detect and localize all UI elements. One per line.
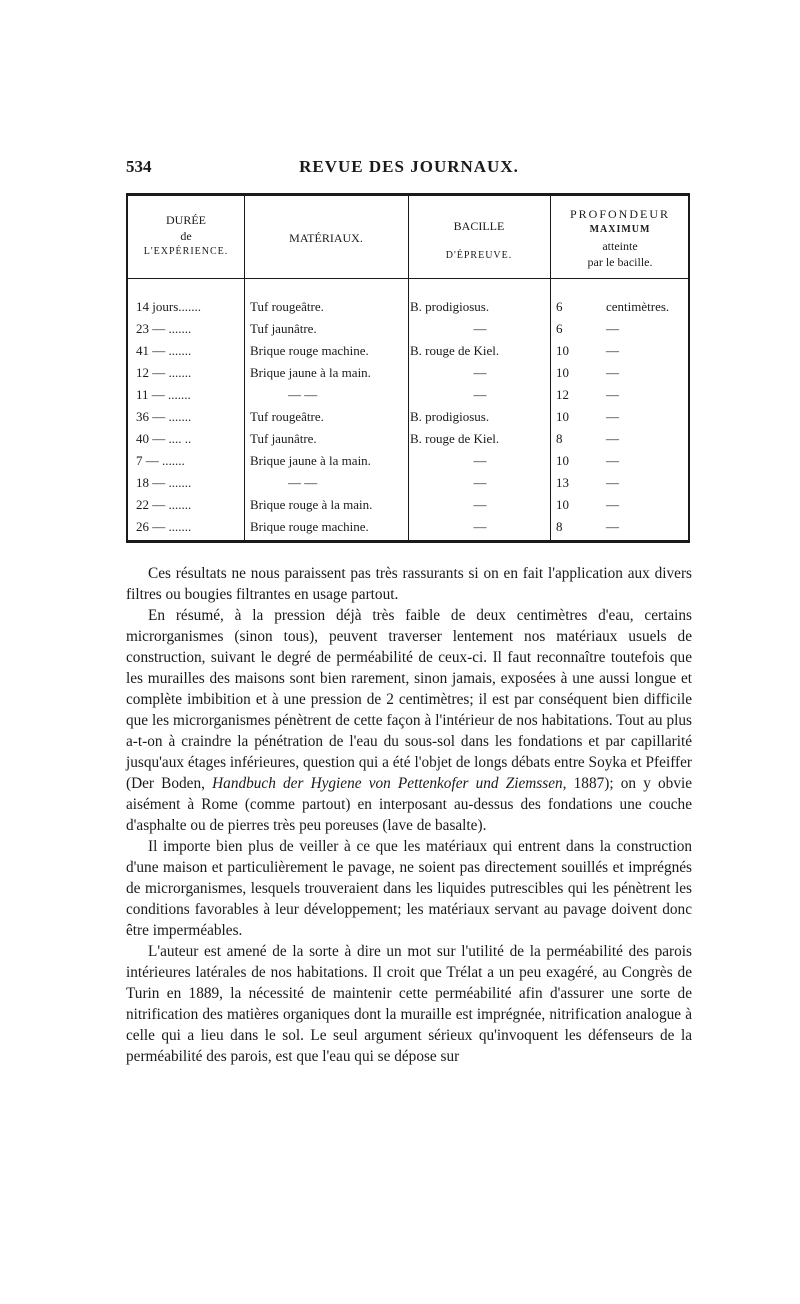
cell-materiaux: Brique jaune à la main. bbox=[250, 453, 371, 468]
cell-profondeur-value: 8 bbox=[556, 519, 563, 534]
cell-bacille: — bbox=[473, 321, 487, 336]
header-bacille-line1: BACILLE bbox=[453, 219, 505, 233]
cell-duree: 26 — ....... bbox=[136, 519, 192, 534]
table-row bbox=[128, 318, 688, 340]
header-duree-line2: de bbox=[180, 229, 192, 243]
cell-duree: 12 — ....... bbox=[136, 365, 192, 380]
cell-duree: 40 — .... .. bbox=[136, 431, 192, 446]
cell-materiaux: — — bbox=[288, 387, 318, 402]
cell-duree: 23 — ....... bbox=[136, 321, 192, 336]
cell-bacille: B. rouge de Kiel. bbox=[410, 343, 500, 358]
cell-bacille: B. prodigiosus. bbox=[410, 409, 490, 424]
cell-profondeur-unit: — bbox=[606, 475, 619, 490]
cell-profondeur-value: 10 bbox=[556, 453, 569, 468]
paragraph: Ces résultats ne nous paraissent pas très rassurants si on en fait l'application aux divers filtres ou bougies filtrantes en usage partout. bbox=[126, 565, 692, 603]
cell-profondeur-unit: — bbox=[606, 343, 619, 358]
header-bacille-line2: D'ÉPREUVE. bbox=[445, 250, 513, 261]
cell-bacille: — bbox=[473, 453, 487, 468]
cell-materiaux: Brique jaune à la main. bbox=[250, 365, 371, 380]
cell-profondeur-unit: — bbox=[606, 409, 619, 424]
cell-materiaux: Tuf rougeâtre. bbox=[250, 299, 324, 314]
table-row bbox=[128, 340, 688, 362]
table-row bbox=[128, 494, 688, 516]
header-profondeur bbox=[552, 206, 688, 270]
cell-profondeur-unit: — bbox=[606, 321, 619, 336]
cell-bacille: B. prodigiosus. bbox=[410, 299, 490, 314]
cell-profondeur-unit: — bbox=[606, 519, 619, 534]
cell-duree: 41 — ....... bbox=[136, 343, 192, 358]
cell-profondeur-unit: — bbox=[606, 365, 619, 380]
cell-profondeur-unit: — bbox=[606, 387, 619, 402]
cell-profondeur-value: 10 bbox=[556, 409, 569, 424]
cell-materiaux: — — bbox=[288, 475, 318, 490]
cell-profondeur bbox=[554, 318, 686, 340]
cell-profondeur-value: 6 bbox=[556, 299, 563, 314]
cell-profondeur bbox=[554, 406, 686, 428]
cell-profondeur-value: 10 bbox=[556, 343, 569, 358]
cell-profondeur bbox=[554, 516, 686, 538]
cell-materiaux: Brique rouge machine. bbox=[250, 343, 369, 358]
cell-materiaux: Brique rouge machine. bbox=[250, 519, 369, 534]
table-row bbox=[128, 516, 688, 538]
cell-duree: 36 — ....... bbox=[136, 409, 192, 424]
cell-profondeur-value: 13 bbox=[556, 475, 569, 490]
cell-bacille: B. rouge de Kiel. bbox=[410, 431, 500, 446]
cell-duree: 14 jours....... bbox=[136, 299, 201, 314]
cell-profondeur bbox=[554, 472, 686, 494]
cell-profondeur-unit: — bbox=[606, 431, 619, 446]
table-row bbox=[128, 406, 688, 428]
cell-profondeur bbox=[554, 296, 686, 318]
cell-profondeur-value: 10 bbox=[556, 365, 569, 380]
header-profondeur-line4: par le bacille. bbox=[587, 255, 653, 269]
paragraph-text: En résumé, à la pression déjà très faible de deux centimètres d'eau, certains microrganismes (sinon tous), peuvent traverser lentement nos matériaux usuels de construction, suivant le degré de perméabilité de ceux-ci. Il faut reconnaître toutefois que les murailles des maisons sont bien rarement, sinon jamais, exposées à une aussi longue et complète imbibition et à une pression de 2 centimètres; il est par conséquent bien difficile que les microrganismes pénètrent de cette façon à l'intérieur de nos habitations. Tout au plus a-t-on à craindre la pénétration de l'eau du sous-sol dans les fondations et par capillarité jusqu'aux étages inférieures, question qui a été l'objet de longs débats entre Soyka et Pfeiffer (Der Boden, bbox=[126, 607, 692, 792]
running-title: REVUE DES JOURNAUX. bbox=[299, 157, 519, 176]
paragraph: L'auteur est amené de la sorte à dire un mot sur l'utilité de la perméabilité des parois intérieures latérales de nos habitations. Il croit que Trélat a un peu exagéré, au Congrès de Turin en 1889, la nécessité de maintenir cette perméabilité afin d'assurer une sorte de nitrification des matières organiques dont la muraille est imprégnée, nitrification analogue à celle qui a lieu dans le sol. Le seul argument sérieux qu'invoquent les défenseurs de la perméabilité des parois, est que l'eau qui se dépose sur bbox=[126, 943, 692, 1065]
cell-profondeur-value: 10 bbox=[556, 497, 569, 512]
table-row bbox=[128, 384, 688, 406]
header-duree bbox=[130, 212, 242, 260]
cell-profondeur bbox=[554, 494, 686, 516]
cell-duree: 11 — ....... bbox=[136, 387, 191, 402]
table-row bbox=[128, 296, 688, 318]
header-bacille bbox=[410, 218, 548, 264]
header-profondeur-line1: PROFONDEUR bbox=[569, 207, 670, 221]
cell-bacille: — bbox=[473, 387, 487, 402]
header-profondeur-line3: atteinte bbox=[602, 239, 638, 253]
citation-title: Handbuch der Hygiene von Pettenkofer und Ziemssen, bbox=[212, 775, 567, 792]
table-row bbox=[128, 362, 688, 384]
cell-materiaux: Tuf jaunâtre. bbox=[250, 321, 317, 336]
cell-profondeur-value: 8 bbox=[556, 431, 563, 446]
cell-profondeur bbox=[554, 362, 686, 384]
results-table bbox=[126, 193, 690, 543]
header-duree-line3: L'EXPÉRIENCE. bbox=[143, 246, 229, 257]
cell-profondeur-unit: — bbox=[606, 497, 619, 512]
page-number: 534 bbox=[126, 157, 152, 176]
cell-materiaux: Tuf rougeâtre. bbox=[250, 409, 324, 424]
header-materiaux bbox=[246, 230, 406, 246]
cell-materiaux: Brique rouge à la main. bbox=[250, 497, 373, 512]
header-materiaux-label: MATÉRIAUX. bbox=[289, 231, 363, 245]
cell-duree: 18 — ....... bbox=[136, 475, 192, 490]
article-body bbox=[126, 563, 692, 1067]
table-row bbox=[128, 472, 688, 494]
cell-profondeur bbox=[554, 450, 686, 472]
cell-profondeur-value: 6 bbox=[556, 321, 563, 336]
cell-materiaux: Tuf jaunâtre. bbox=[250, 431, 317, 446]
page-header bbox=[126, 157, 692, 181]
header-profondeur-line2: MAXIMUM bbox=[589, 224, 651, 235]
paragraph bbox=[126, 605, 692, 836]
cell-bacille: — bbox=[473, 475, 487, 490]
cell-duree: 7 — ....... bbox=[136, 453, 185, 468]
cell-duree: 22 — ....... bbox=[136, 497, 192, 512]
cell-profondeur-unit: centimètres. bbox=[606, 299, 670, 314]
table-row bbox=[128, 428, 688, 450]
cell-bacille: — bbox=[473, 519, 487, 534]
header-separator bbox=[128, 278, 688, 279]
cell-profondeur-unit: — bbox=[606, 453, 619, 468]
paragraph-text: 1887); on y obvie aisément à Rome (comme partout) en interposant au-dessus des fondations une couche d'asphalte ou de pierres très peu poreuses (lave de basalte). bbox=[126, 775, 693, 834]
table-row bbox=[128, 450, 688, 472]
cell-profondeur bbox=[554, 340, 686, 362]
cell-bacille: — bbox=[473, 497, 487, 512]
paragraph: Il importe bien plus de veiller à ce que les matériaux qui entrent dans la construction d'une maison et particulièrement le pavage, ne soient pas directement souillés et imprégnés de microrganismes, lesquels trouveraient dans les liquides putrescibles qui les pénètrent les conditions favorables à leur développement; les matériaux servant au pavage doivent donc être imperméables. bbox=[126, 838, 692, 939]
header-duree-line1: DURÉE bbox=[166, 213, 206, 227]
cell-bacille: — bbox=[473, 365, 487, 380]
cell-profondeur bbox=[554, 384, 686, 406]
cell-profondeur bbox=[554, 428, 686, 450]
cell-profondeur-value: 12 bbox=[556, 387, 569, 402]
